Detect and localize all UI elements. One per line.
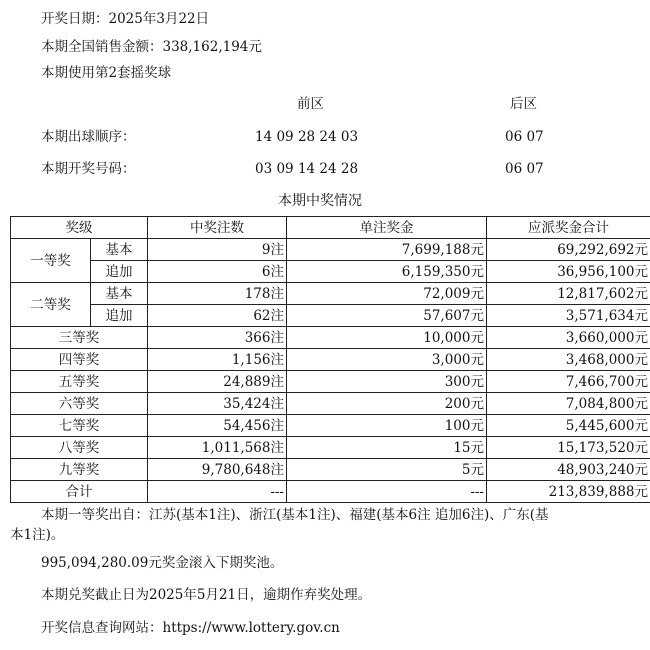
prize-cell: 72,009元: [287, 283, 487, 305]
count-cell: 1,011,568注: [148, 437, 287, 459]
table-row: [11, 283, 650, 305]
level-cell: 四等奖: [11, 349, 148, 371]
table-total-row: [11, 481, 650, 503]
count-cell: 366注: [148, 327, 287, 349]
table-row: [11, 437, 650, 459]
total-cell: 3,660,000元: [487, 327, 650, 349]
count-cell: ---: [148, 481, 287, 503]
claim-deadline: 本期兑奖截止日为2025年5月21日，逾期作弃奖处理。: [41, 587, 372, 603]
prize-cell: 5元: [287, 459, 487, 481]
rollover-amount: 995,094,280.09元奖金滚入下期奖池。: [41, 555, 284, 571]
total-cell: 7,084,800元: [487, 393, 650, 415]
result-label: 本期开奖号码：: [41, 161, 136, 177]
level-cell: 三等奖: [11, 327, 148, 349]
table-header-row: [11, 217, 650, 239]
result-back: 06 07: [505, 161, 544, 177]
prize-cell: 200元: [287, 393, 487, 415]
prize-cell: ---: [287, 481, 487, 503]
count-cell: 62注: [148, 305, 287, 327]
total-cell: 69,292,692元: [487, 239, 650, 261]
count-cell: 24,889注: [148, 371, 287, 393]
header-level: 奖级: [11, 217, 148, 239]
table-row: [11, 305, 650, 327]
level-cell: 一等奖: [11, 239, 91, 283]
count-cell: 9注: [148, 239, 287, 261]
total-cell: 213,839,888元: [487, 481, 650, 503]
total-cell: 36,956,100元: [487, 261, 650, 283]
prize-cell: 3,000元: [287, 349, 487, 371]
draw-order-front: 14 09 28 24 03: [255, 129, 359, 145]
prize-cell: 6,159,350元: [287, 261, 487, 283]
count-cell: 6注: [148, 261, 287, 283]
ball-set: 本期使用第2套摇奖球: [41, 65, 172, 81]
level-cell: 八等奖: [11, 437, 148, 459]
prize-cell: 100元: [287, 415, 487, 437]
total-cell: 3,468,000元: [487, 349, 650, 371]
sub-level-cell: 基本: [91, 283, 148, 305]
prize-cell: 15元: [287, 437, 487, 459]
table-row: [11, 459, 650, 481]
total-cell: 7,466,700元: [487, 371, 650, 393]
first-prize-winners-cont: 本1注)。: [10, 527, 65, 543]
prize-cell: 10,000元: [287, 327, 487, 349]
table-row: [11, 239, 650, 261]
table-row: [11, 261, 650, 283]
table-row: [11, 393, 650, 415]
front-zone-label: 前区: [297, 96, 324, 112]
level-cell: 合计: [11, 481, 148, 503]
draw-date: 开奖日期：2025年3月22日: [41, 11, 210, 27]
sub-level-cell: 基本: [91, 239, 148, 261]
level-cell: 五等奖: [11, 371, 148, 393]
table-caption: 本期中奖情况: [278, 193, 362, 209]
prize-table: [10, 216, 650, 503]
total-cell: 48,903,240元: [487, 459, 650, 481]
count-cell: 1,156注: [148, 349, 287, 371]
header-prize: 单注奖金: [287, 217, 487, 239]
count-cell: 35,424注: [148, 393, 287, 415]
count-cell: 9,780,648注: [148, 459, 287, 481]
count-cell: 178注: [148, 283, 287, 305]
info-website: 开奖信息查询网站：https://www.lottery.gov.cn: [41, 620, 340, 636]
level-cell: 二等奖: [11, 283, 91, 327]
total-cell: 12,817,602元: [487, 283, 650, 305]
count-cell: 54,456注: [148, 415, 287, 437]
sub-level-cell: 追加: [91, 261, 148, 283]
result-front: 03 09 14 24 28: [255, 161, 359, 177]
total-cell: 3,571,634元: [487, 305, 650, 327]
table-row: [11, 415, 650, 437]
total-cell: 5,445,600元: [487, 415, 650, 437]
sub-level-cell: 追加: [91, 305, 148, 327]
back-zone-label: 后区: [510, 96, 537, 112]
table-row: [11, 349, 650, 371]
prize-cell: 7,699,188元: [287, 239, 487, 261]
header-count: 中奖注数: [148, 217, 287, 239]
table-row: [11, 327, 650, 349]
draw-order-label: 本期出球顺序：: [41, 129, 136, 145]
level-cell: 七等奖: [11, 415, 148, 437]
level-cell: 九等奖: [11, 459, 148, 481]
first-prize-winners: 本期一等奖出自：江苏(基本1注)、浙江(基本1注)、福建(基本6注 追加6注)、广东(基: [41, 507, 549, 523]
level-cell: 六等奖: [11, 393, 148, 415]
prize-cell: 300元: [287, 371, 487, 393]
table-row: [11, 371, 650, 393]
sales-amount: 本期全国销售金额：338,162,194元: [41, 39, 262, 55]
draw-order-back: 06 07: [505, 129, 544, 145]
header-total: 应派奖金合计: [487, 217, 650, 239]
prize-cell: 57,607元: [287, 305, 487, 327]
total-cell: 15,173,520元: [487, 437, 650, 459]
